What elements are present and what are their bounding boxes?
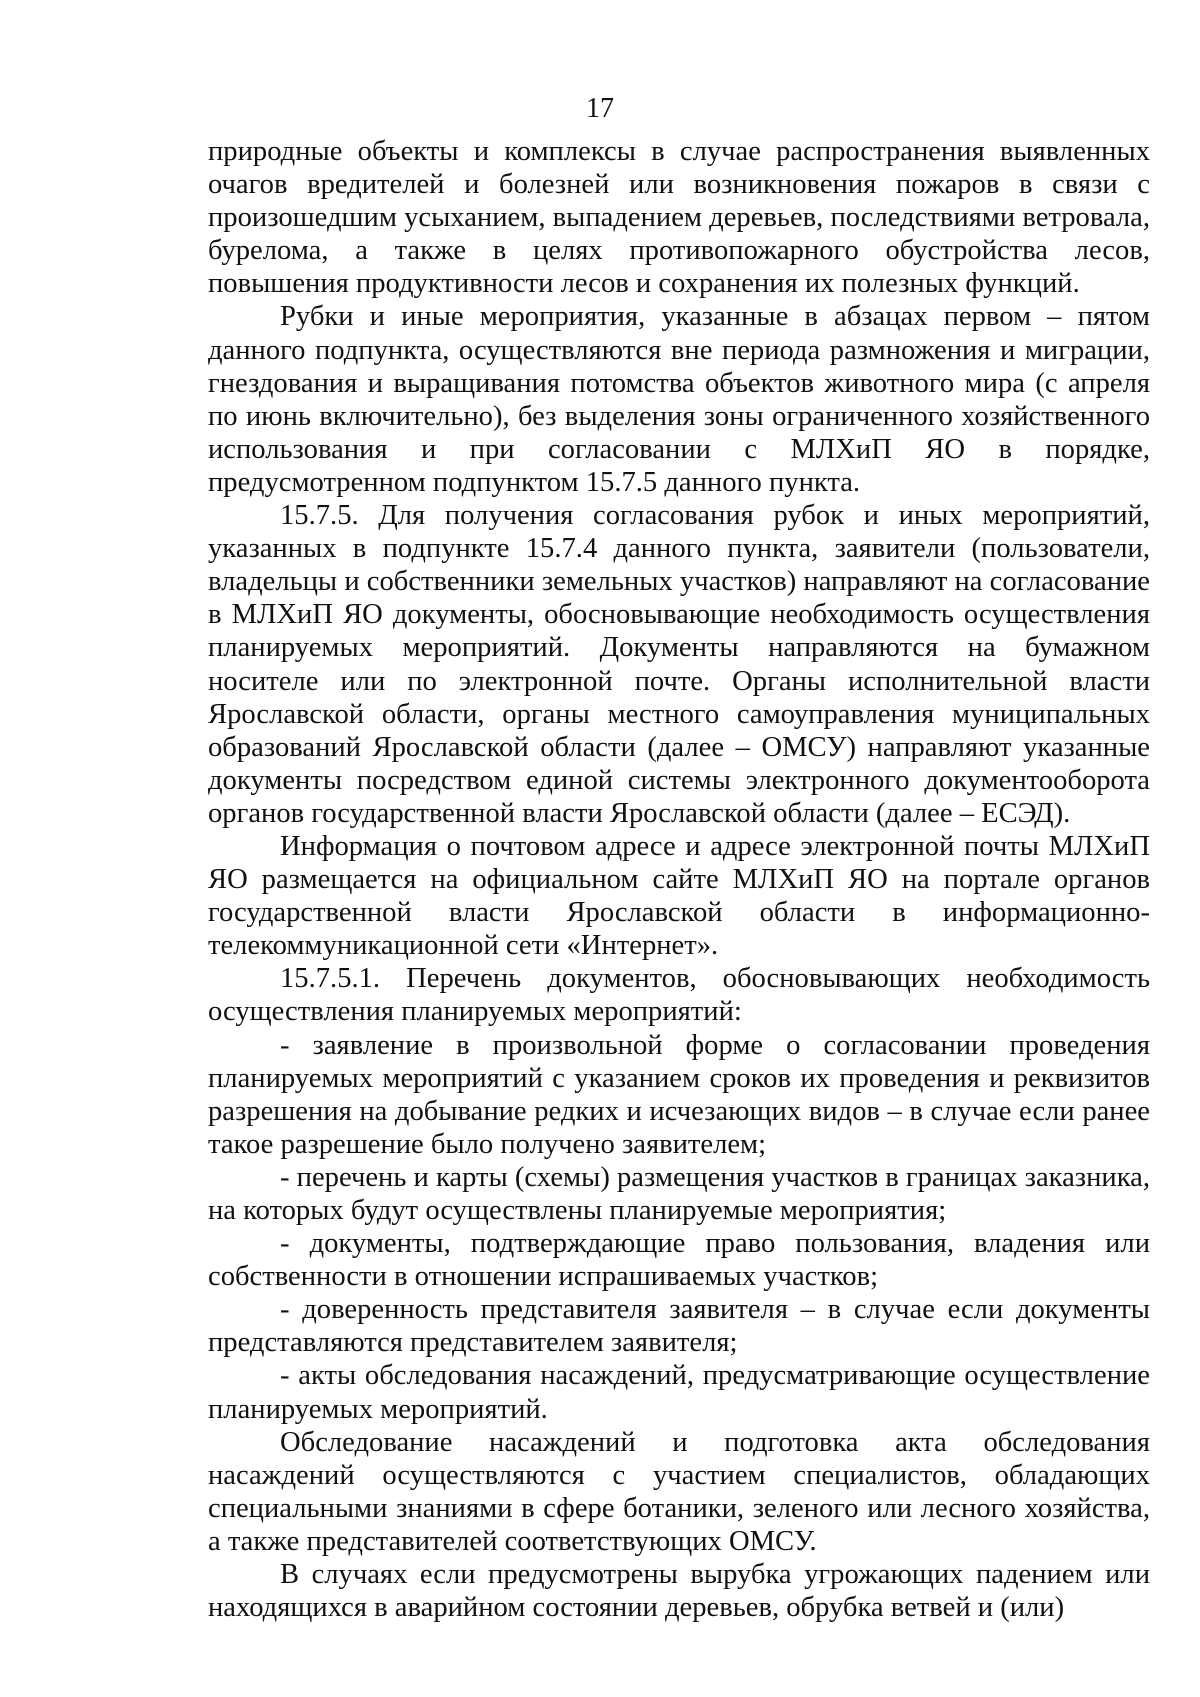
paragraph-restrictions: Рубки и иные мероприятия, указанные в абзацах первом – пятом данного подпункта, осуществляются вне периода размножения и миграции, гнездования и выращивания потомства объектов животного мира (с апреля по июнь включительно), без выделения зоны ограниченного хозяйственного использования и при согласовании с МЛХиП ЯО в порядке, предусмотренном подпунктом 15.7.5 данного пункта. [208, 301, 1150, 498]
paragraph-15-7-5: 15.7.5. Для получения согласования рубок и иных мероприятий, указанных в подпункте 15.7.4 данного пункта, заявители (пользователи, владельцы и собственники земельных участков) направляют на согласование в МЛХиП ЯО документы, обосновывающие необходимость осуществления планируемых мероприятий. Документы направляются на бумажном носителе или по электронной почте. Органы исполнительной власти Ярославской области, органы местного самоуправления муниципальных образований Ярославской области (далее – ОМСУ) направляют указанные документы посредством единой системы электронного документооборота органов государственной власти Ярославской области (далее – ЕСЭД). [208, 500, 1150, 829]
paragraph-contact-info: Информация о почтовом адресе и адресе электронной почты МЛХиП ЯО размещается на официальном сайте МЛХиП ЯО на портале органов государственной власти Ярославской области в информационно-телекоммуникационной сети «Интернет». [208, 830, 1150, 962]
page-number: 17 [586, 93, 614, 124]
paragraph-15-7-5-1: 15.7.5.1. Перечень документов, обосновывающих необходимость осуществления планируемых мероприятий: [208, 963, 1150, 1028]
paragraph-inspection: Обследование насаждений и подготовка акта обследования насаждений осуществляются с участием специалистов, обладающих специальными знаниями в сфере ботаники, зеленого или лесного хозяйства, а также представителей соответствующих ОМСУ. [208, 1426, 1150, 1557]
list-item-inspection-acts: - акты обследования насаждений, предусматривающие осуществление планируемых мероприятий. [208, 1360, 1150, 1425]
paragraph-continuation: природные объекты и комплексы в случае распространения выявленных очагов вредителей и болезней или возникновения пожаров в связи с произошедшим усыханием, выпадением деревьев, последствиями ветровала, бурелома, а также в целях противопожарного обустройства лесов, повышения продуктивности лесов и сохранения их полезных функций. [208, 136, 1150, 300]
list-item-ownership-documents: - документы, подтверждающие право пользования, владения или собственности в отношении испрашиваемых участков; [208, 1228, 1150, 1293]
list-item-maps: - перечень и карты (схемы) размещения участков в границах заказника, на которых будут осуществлены планируемые мероприятия; [208, 1161, 1150, 1226]
document-body [208, 135, 1150, 1624]
list-item-power-of-attorney: - доверенность представителя заявителя – в случае если документы представляются представителем заявителя; [208, 1294, 1150, 1359]
paragraph-emergency-trees: В случаях если предусмотрены вырубка угрожающих падением или находящихся в аварийном состоянии деревьев, обрубка ветвей и (или) [208, 1559, 1150, 1624]
list-item-application: - заявление в произвольной форме о согласовании проведения планируемых мероприятий с указанием сроков их проведения и реквизитов разрешения на добывание редких и исчезающих видов – в случае если ранее такое разрешение было получено заявителем; [208, 1029, 1150, 1160]
